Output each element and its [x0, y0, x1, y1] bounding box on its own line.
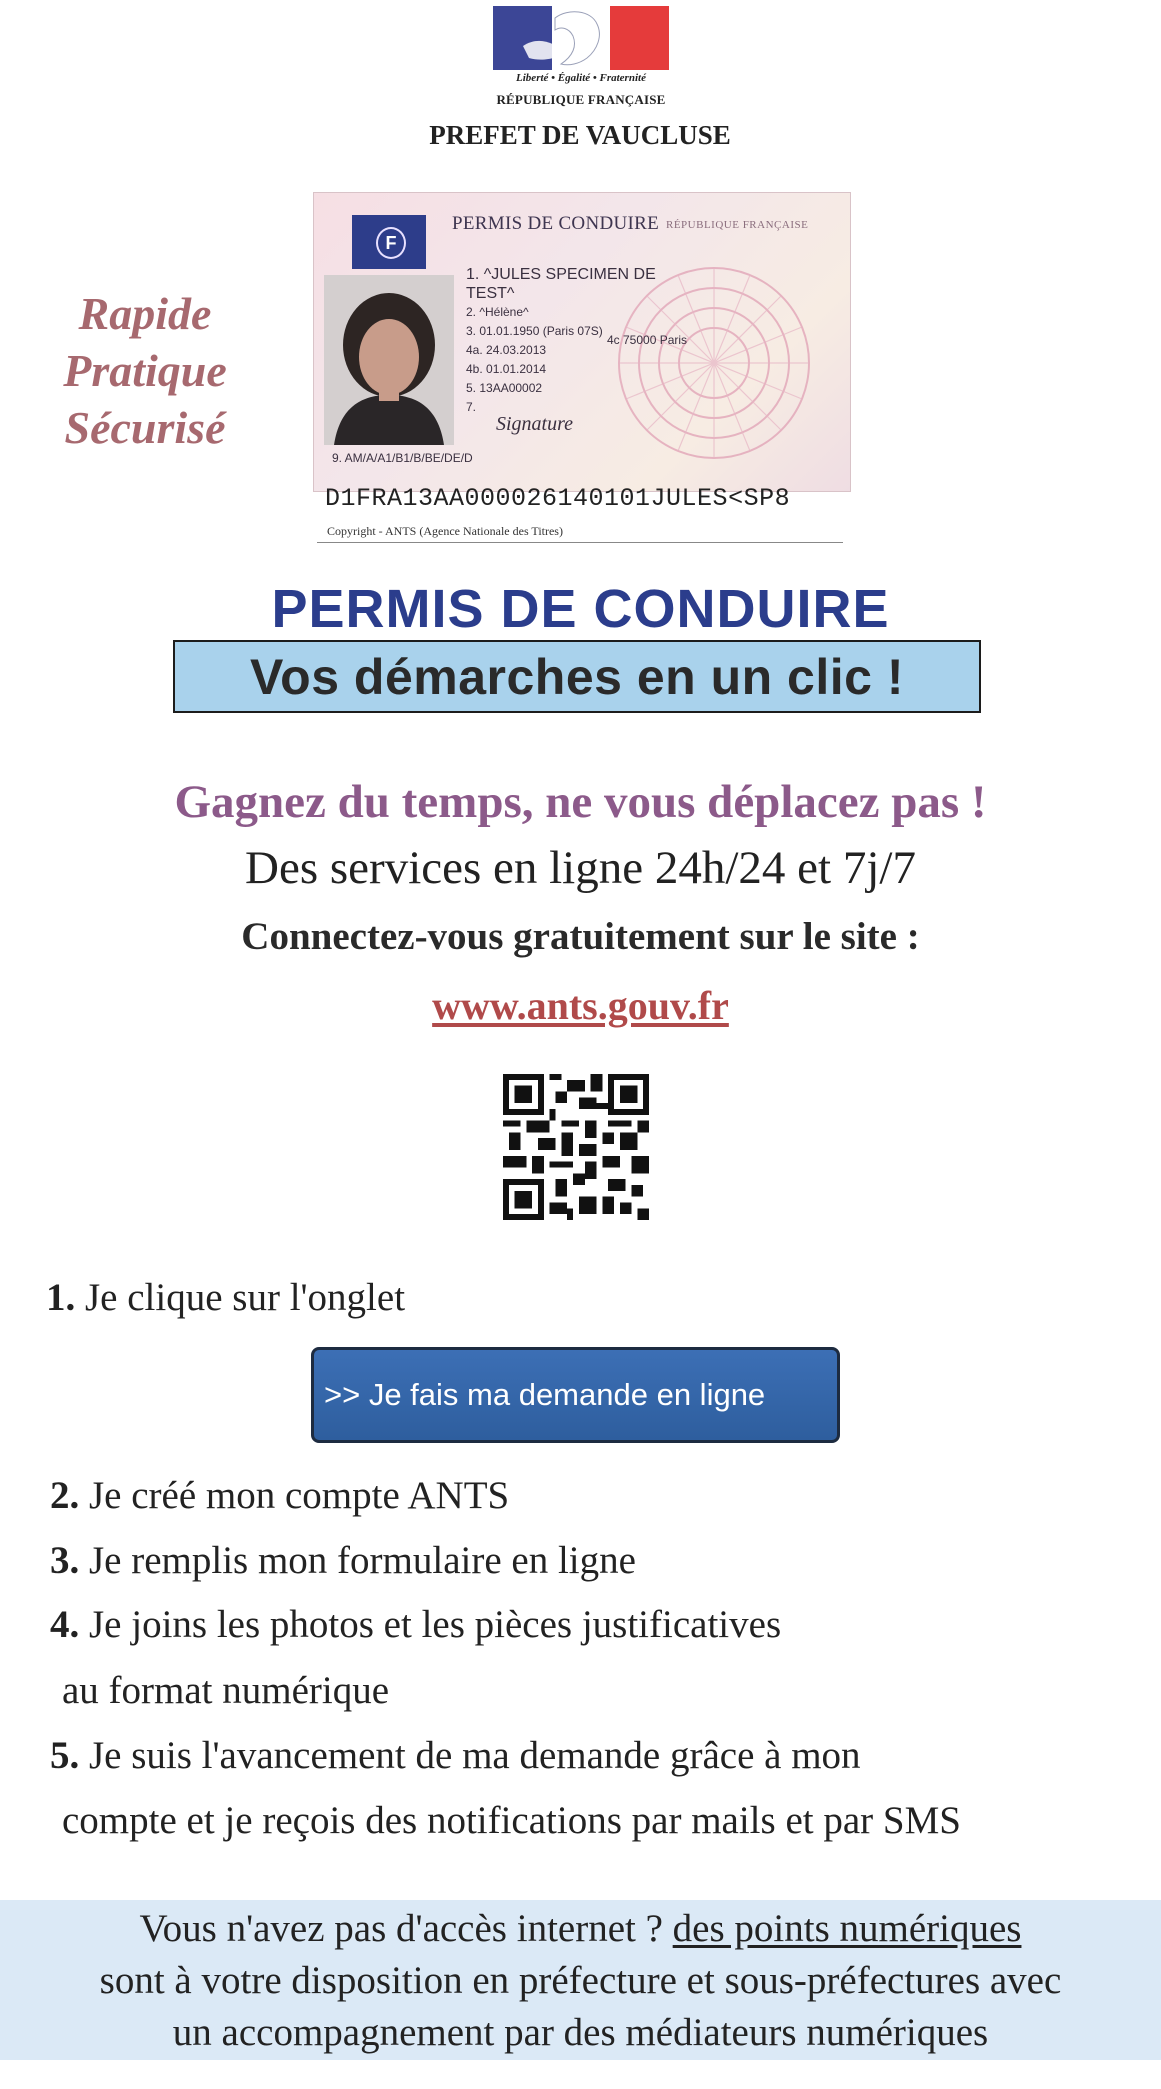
step-3 [50, 1538, 636, 1583]
step-number: 5. [50, 1734, 80, 1777]
step-number: 2. [50, 1474, 80, 1517]
card-field: 1. ^JULES SPECIMEN DE TEST^ [466, 266, 656, 302]
card-title: PERMIS DE CONDUIRE [452, 213, 660, 234]
footer-line-2: sont à votre disposition en préfecture et sous-préfectures avec [99, 1959, 1062, 2002]
card-field: 5. 13AA00002 [466, 381, 543, 395]
card-copyright: Copyright - ANTS (Agence Nationale des Titres) [327, 524, 563, 538]
step-text: Je remplis mon formulaire en ligne [79, 1539, 636, 1582]
portrait-icon [324, 275, 454, 445]
footer-line-3: un accompagnement par des médiateurs numériques [172, 2011, 989, 2054]
footer-banner [0, 1900, 1161, 2060]
card-field-4c: 4c 75000 Paris [607, 333, 688, 347]
website-link[interactable]: www.ants.gouv.fr [432, 983, 729, 1028]
step-1 [46, 1275, 405, 1320]
connect-text: Connectez-vous gratuitement sur le site : [241, 915, 920, 958]
card-field: 4a. 24.03.2013 [466, 343, 547, 357]
card-mrz: D1FRA13AA000026140101JULES<SP8 [325, 484, 791, 513]
country-code: F [376, 227, 406, 259]
step-text: Je créé mon compte ANTS [79, 1474, 510, 1517]
tagline-item: Sécurisé [64, 402, 226, 453]
step-number: 3. [50, 1539, 80, 1582]
footer-line-1 [0, 1906, 1161, 1951]
republic-name: RÉPUBLIQUE FRANÇAISE [496, 92, 666, 107]
tagline-item: Rapide [78, 288, 212, 339]
card-field: 3. 01.01.1950 (Paris 07S) [466, 324, 603, 338]
tagline [35, 285, 255, 456]
services-text: Des services en ligne 24h/24 et 7j/7 [245, 842, 916, 894]
card-categories: 9. AM/A/A1/B1/B/BE/DE/D [332, 451, 473, 465]
eu-flag-icon [352, 215, 426, 269]
step-2 [50, 1473, 509, 1518]
step-text: Je suis l'avancement de ma demande grâce à mon [79, 1734, 861, 1777]
slogan: Gagnez du temps, ne vous déplacez pas ! [174, 776, 987, 828]
step-4-continued: au format numérique [62, 1669, 390, 1712]
marianne-flag-icon [493, 6, 669, 70]
step-5 [50, 1733, 861, 1778]
card-field: 4b. 01.01.2014 [466, 362, 547, 376]
subtitle-box [173, 640, 981, 713]
digital-points-link[interactable]: des points numériques [672, 1907, 1022, 1950]
online-request-button[interactable]: >> Je fais ma demande en ligne [311, 1347, 840, 1443]
license-card-body [313, 192, 851, 492]
step-text: Je clique sur l'onglet [75, 1276, 406, 1319]
marianne-logo [493, 6, 669, 110]
step-number: 4. [50, 1603, 80, 1646]
step-text: Je joins les photos et les pièces justificatives [79, 1603, 782, 1646]
card-republic: RÉPUBLIQUE FRANÇAISE [666, 219, 809, 231]
footer-question: Vous n'avez pas d'accès internet ? [139, 1907, 673, 1950]
license-card-image [313, 192, 849, 548]
step-5-continued: compte et je reçois des notifications par mails et par SMS [62, 1799, 961, 1842]
step-number: 1. [46, 1276, 76, 1319]
portrait-photo [324, 275, 454, 445]
prefecture-name: PREFET DE VAUCLUSE [429, 120, 731, 150]
card-field: 2. ^Hélène^ [466, 305, 529, 319]
card-field: 7. [466, 400, 477, 414]
qr-code-icon [503, 1074, 649, 1220]
page-title: PERMIS DE CONDUIRE [271, 579, 890, 639]
tagline-item: Pratique [63, 345, 227, 396]
step-4 [50, 1602, 781, 1647]
page-subtitle: Vos démarches en un clic ! [250, 649, 904, 705]
republic-motto: Liberté • Égalité • Fraternité [516, 72, 646, 84]
card-signature: Signature [496, 413, 574, 435]
divider [317, 542, 843, 543]
